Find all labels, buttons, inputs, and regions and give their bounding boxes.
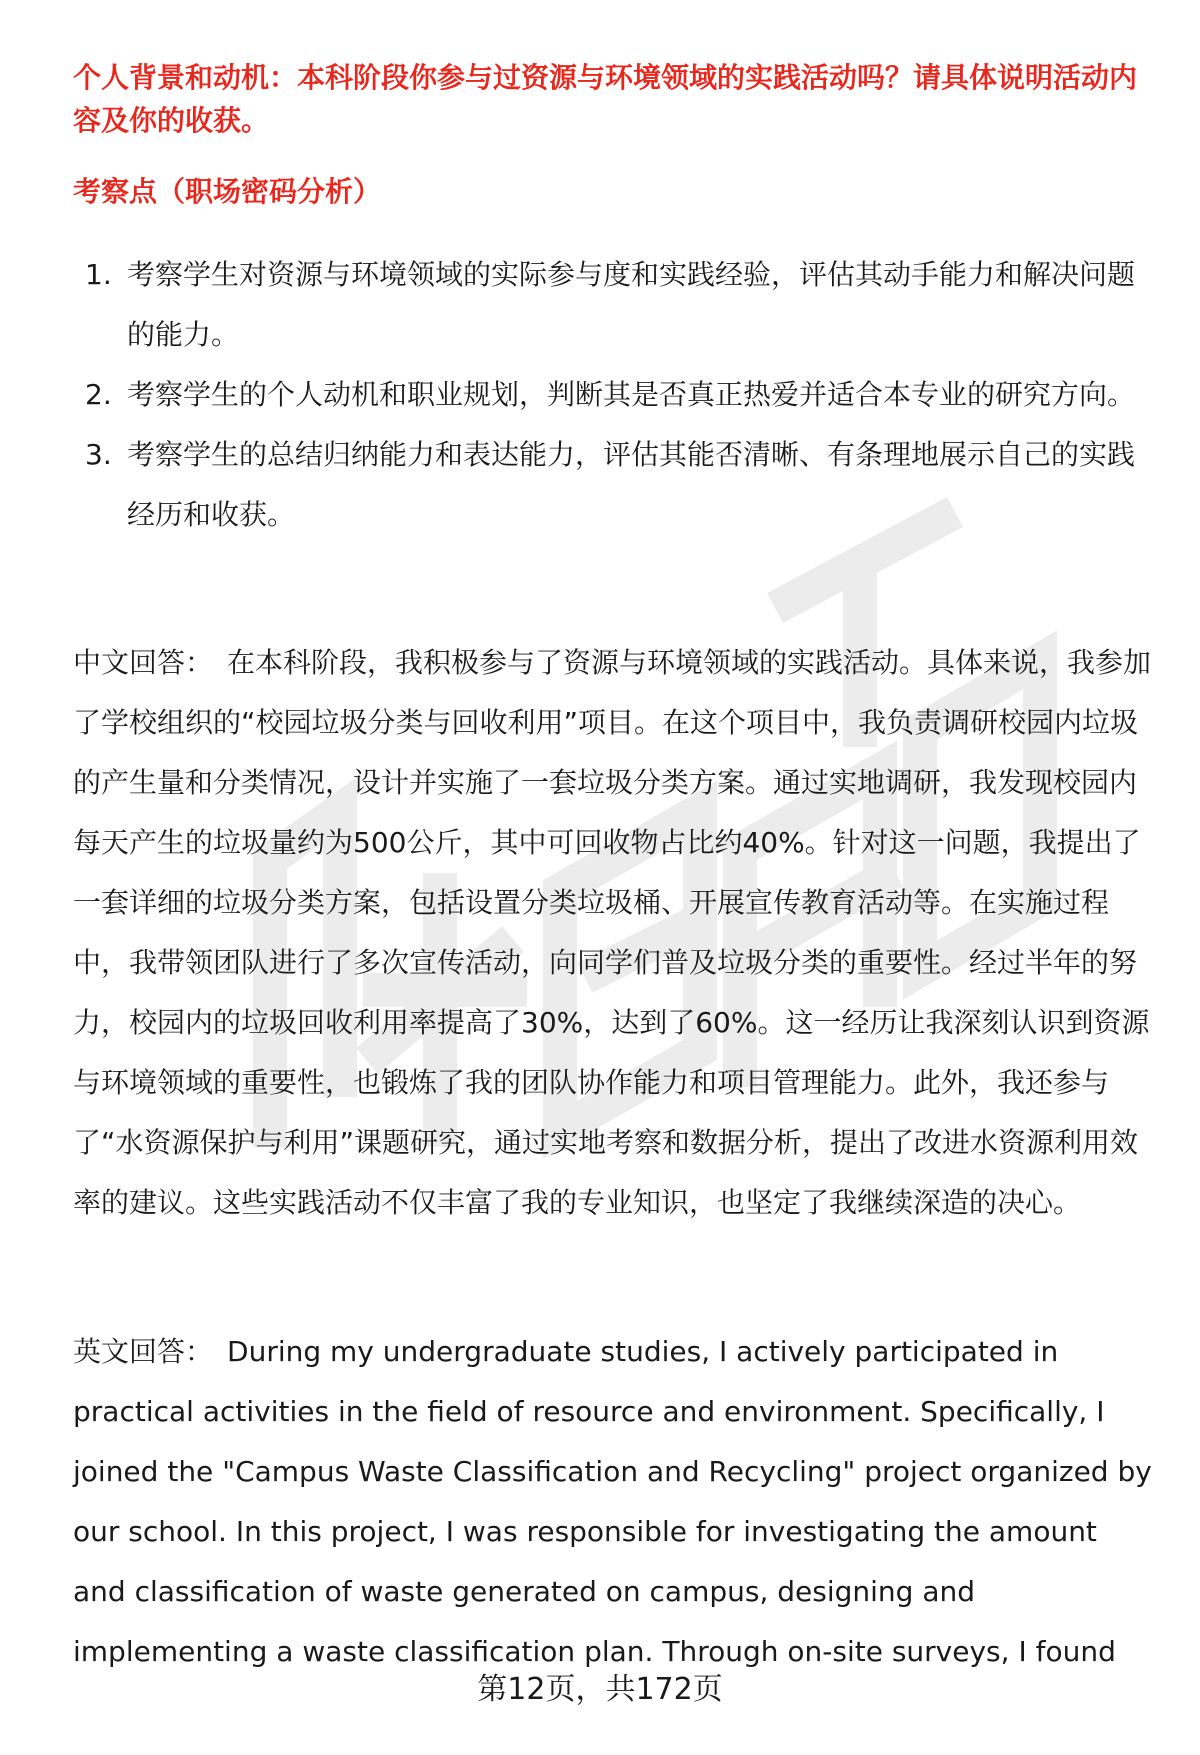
list-item (73, 245, 1153, 365)
chinese-answer-label: 中文回答： (73, 646, 214, 679)
list-item-text: 考察学生的个人动机和职业规划，判断其是否真正热爱并适合本专业的研究方向。 (127, 378, 1136, 411)
list-item-number: 3. (85, 438, 112, 471)
english-answer (73, 1322, 1158, 1682)
chinese-answer (73, 633, 1158, 1233)
list-item-text: 考察学生的总结归纳能力和表达能力，评估其能否清晰、有条理地展示自己的实践经历和收获。 (127, 438, 1136, 531)
english-answer-text: During my undergraduate studies, I actively participated in practical activities in the field of resource and environment. Specifically, I joined the "Campus Waste Classification and Recycling" project organized by our school. In this project, I was responsible for investigating the amount and classification of waste generated on campus, designing and implementing a waste classification plan. Through on-site surveys, I found (73, 1335, 1152, 1668)
page-number: 第12页，共172页 (477, 1672, 723, 1707)
list-item-text: 考察学生对资源与环境领域的实际参与度和实践经验，评估其动手能力和解决问题的能力。 (127, 258, 1136, 351)
list-item-number: 2. (85, 378, 112, 411)
section-heading: 考察点（职场密码分析） (73, 175, 382, 208)
english-answer-label: 英文回答： (73, 1335, 214, 1368)
assessment-points-list (73, 245, 1153, 545)
list-item-number: 1. (85, 258, 112, 291)
list-item (73, 425, 1153, 545)
question-title: 个人背景和动机：本科阶段你参与过资源与环境领域的实践活动吗？请具体说明活动内容及你的收获。 (73, 61, 1138, 137)
chinese-answer-text: 在本科阶段，我积极参与了资源与环境领域的实践活动。具体来说，我参加了学校组织的“校园垃圾分类与回收利用”项目。在这个项目中，我负责调研校园内垃圾的产生量和分类情况，设计并实施了一套垃圾分类方案。通过实地调研，我发现校园内每天产生的垃圾量约为500公斤，其中可回收物占比约40%。针对这一问题，我提出了一套详细的垃圾分类方案，包括设置分类垃圾桶、开展宣传教育活动等。在实施过程中，我带领团队进行了多次宣传活动，向同学们普及垃圾分类的重要性。经过半年的努力，校园内的垃圾回收利用率提高了30%，达到了60%。这一经历让我深刻认识到资源与环境领域的重要性，也锻炼了我的团队协作能力和项目管理能力。此外，我还参与了“水资源保护与利用”课题研究，通过实地考察和数据分析，提出了改进水资源利用效率的建议。这些实践活动不仅丰富了我的专业知识，也坚定了我继续深造的决心。 (73, 646, 1152, 1219)
list-item (73, 365, 1153, 425)
